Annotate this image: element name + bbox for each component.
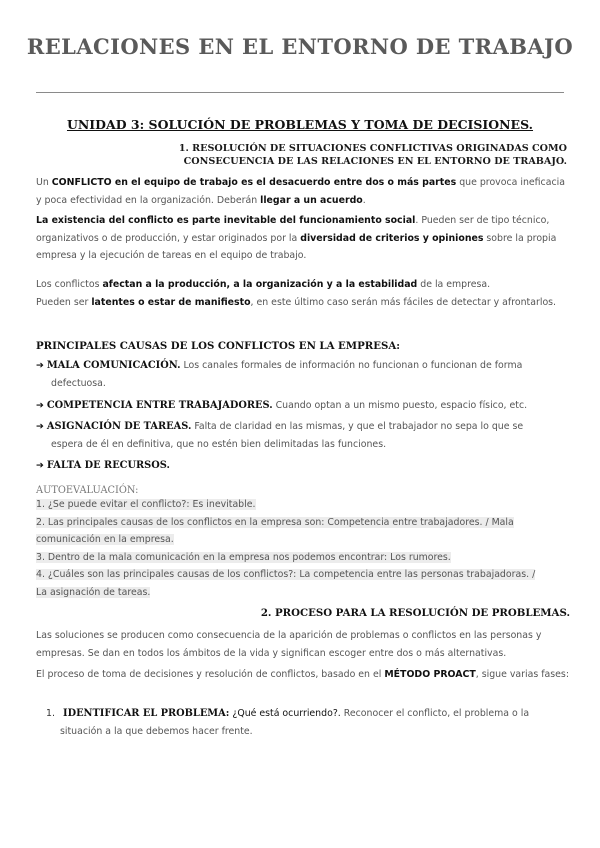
title-divider [36,92,564,93]
intro-paragraph-1: Un CONFLICTO en el equipo de trabajo es el desacuerdo entre dos o más partes que provoca ineficacia y poca efectividad en la organización. Deberán llegar a un acuerdo. [36,177,565,206]
arrow-right-icon: ➔ [36,360,44,371]
self-assessment-line: 2. Las principales causas de los conflictos en la empresa son: Competencia entre trabajadores. / Mala [36,516,514,528]
term-conflicto: CONFLICTO [51,177,112,188]
step-number: 1. [46,708,55,719]
causes-heading: PRINCIPALES CAUSAS DE LOS CONFLICTOS EN LA EMPRESA: [36,340,400,352]
self-assessment-line: 1. ¿Se puede evitar el conflicto?: Es inevitable. [36,499,256,510]
self-assessment-heading: AUTOEVALUACIÓN: [36,485,139,496]
steps-list-item: 1. IDENTIFICAR EL PROBLEMA: ¿Qué está ocurriendo?. Reconocer el conflicto, el problema o la situación a la que debemos hacer frente. [46,705,572,740]
section2-paragraph-2: El proceso de toma de decisiones y resolución de conflictos, basado en el MÉTODO PROACT, sigue varias fases: [36,669,569,680]
self-assessment-line: La asignación de tareas. [36,586,151,598]
self-assessment-line: 3. Dentro de la mala comunicación en la empresa nos podemos encontrar: Los rumores. [36,551,451,563]
unit-title: UNIDAD 3: SOLUCIÓN DE PROBLEMAS Y TOMA DE DECISIONES. [66,117,534,132]
section2-paragraph-1: Las soluciones se producen como consecuencia de la aparición de problemas o conflictos en las personas y empresas. Se dan en todos los ámbitos de la vida y significan escoger entre dos o más alternativas. [36,630,542,659]
term-metodo-proact: MÉTODO PROACT [384,669,476,680]
self-assessment-line: 4. ¿Cuáles son las principales causas de los conflictos?: La competencia entre las personas trabajadoras. / [36,569,536,580]
section2-heading: 2. PROCESO PARA LA RESOLUCIÓN DE PROBLEMAS. [260,607,570,619]
arrow-right-icon: ➔ [36,421,44,432]
section1-heading [147,142,567,168]
arrow-right-icon: ➔ [36,460,44,471]
document-title: RELACIONES EN EL ENTORNO DE TRABAJO [26,34,574,59]
self-assessment-line: comunicación en la empresa. [36,534,174,545]
cause-item: ➔ COMPETENCIA ENTRE TRABAJADORES. Cuando optan a un mismo puesto, espacio físico, etc. [36,400,528,411]
self-assessment-list [36,496,572,601]
section1-heading-line2: CONSECUENCIA DE LAS RELACIONES EN EL ENTORNO DE TRABAJO. [183,156,567,167]
cause-item: ➔ ASIGNACIÓN DE TAREAS. Falta de claridad en las mismas, y que el trabajador no sepa lo que se espera de él en definitiva, que no estén bien delimitadas las funciones. [36,421,524,450]
section1-heading-line1: 1. RESOLUCIÓN DE SITUACIONES CONFLICTIVAS ORIGINADAS COMO [178,143,567,154]
cause-item: ➔ MALA COMUNICACIÓN. Los canales formales de información no funcionan o funcionan de forma defectuosa. [36,360,523,389]
cause-item: ➔ FALTA DE RECURSOS. [36,460,170,471]
intro-paragraph-2: La existencia del conflicto es parte inevitable del funcionamiento social. Pueden ser de tipo técnico, organizativos o de producción, y estar originados por la diversidad de criterios y opiniones sobre la propia empresa y la ejecución de tareas en el equipo de trabajo. [36,215,557,261]
arrow-right-icon: ➔ [36,400,44,411]
intro-paragraph-3: Los conflictos afectan a la producción, a la organización y a la estabilidad de la empresa. Pueden ser latentes o estar de manifiesto, en este último caso serán más fáciles de detectar y afrontarlos. [36,279,557,308]
